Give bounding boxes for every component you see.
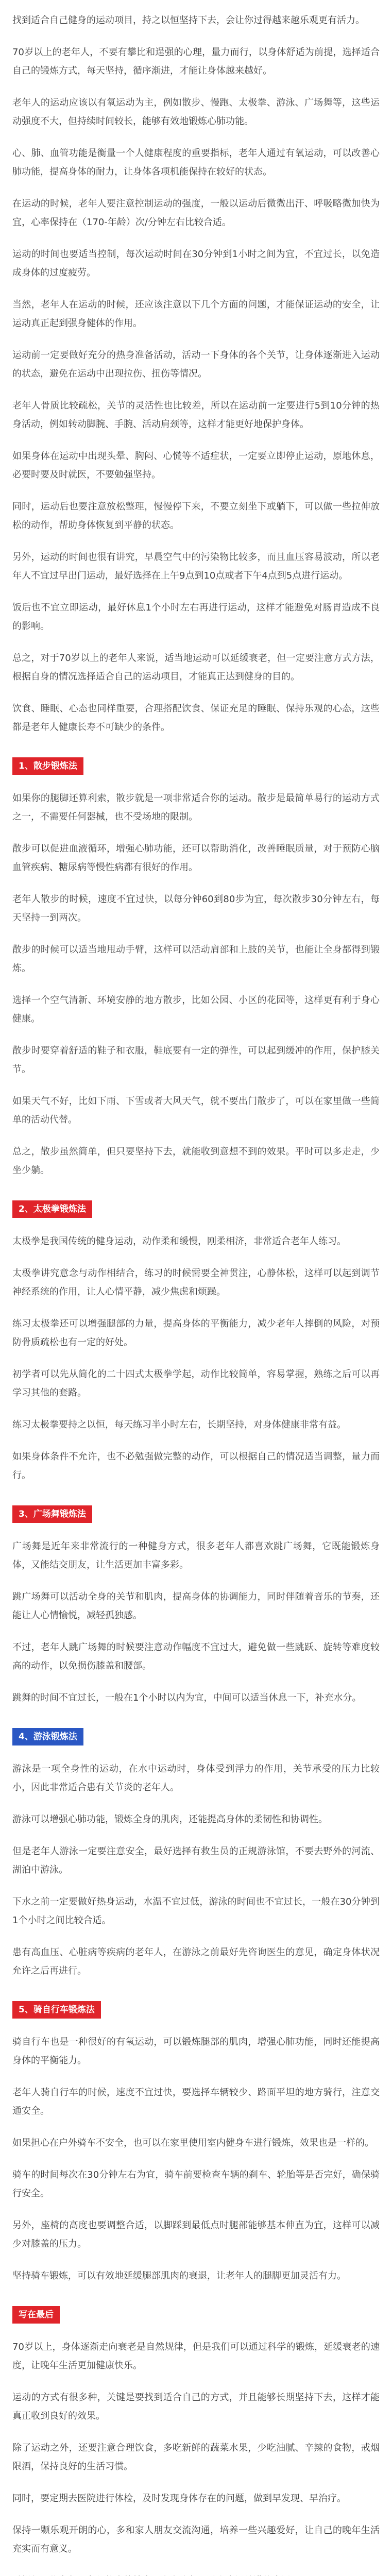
paragraph: [12, 2572, 380, 2576]
paragraph: 太极拳是我国传统的健身运动，动作柔和缓慢，刚柔相济，非常适合老年人练习。: [12, 1236, 346, 1247]
paragraph: 老年人骨质比较疏松，关节的灵活性也比较差，所以在运动前一定要进行5到10分钟的热身活动，例如转动脚腕、手腕、活动肩颈等，这样才能更好地保护身体。: [12, 400, 380, 430]
section-heading-label: 写在最后: [12, 2306, 60, 2324]
paragraph: 找到适合自己健身的运动项目，持之以恒坚持下去，会让你过得越来越乐观更有活力。: [12, 15, 365, 26]
paragraph: 饮食、睡眠、心态也同样重要，合理搭配饮食、保证充足的睡眠、保持乐观的心态，这些都是老年人健康长寿不可缺少的条件。: [12, 703, 380, 733]
paragraph: 练习太极拳要持之以恒，每天练习半小时左右，长期坚持，对身体健康非常有益。: [12, 1419, 346, 1430]
paragraph: 运动的方式有很多种，关键是要找到适合自己的方式，并且能够长期坚持下去，这样才能真正收到良好的效果。: [12, 2392, 380, 2421]
paragraph: 老年人散步的时候，速度不宜过快，以每分钟60到80步为宜，每次散步30分钟左右，每天坚持一到两次。: [12, 894, 380, 923]
paragraph: 饭后也不宜立即运动，最好休息1个小时左右再进行运动，这样才能避免对肠胃造成不良的影响。: [12, 602, 380, 632]
paragraph: 70岁以上的老年人，不要有攀比和逞强的心理，量力而行，以身体舒适为前提，选择适合自己的锻炼方式，每天坚持，循序渐进，才能让身体越来越好。: [12, 47, 380, 76]
paragraph: 运动的时间也要适当控制，每次运动时间在30分钟到1小时之间为宜，不宜过长，以免造成身体的过度疲劳。: [12, 249, 380, 278]
paragraph: 选择一个空气清新、环境安静的地方散步，比如公园、小区的花园等，这样更有利于身心健康。: [12, 995, 380, 1024]
paragraph: 太极拳讲究意念与动作相结合，练习的时候需要全神贯注，心静体松，这样可以起到调节神经系统的作用，让人心情平静，减少焦虑和烦躁。: [12, 1268, 380, 1297]
paragraph: 心、肺、血管功能是衡量一个人健康程度的重要指标，老年人通过有氧运动，可以改善心肺功能，提高身体的耐力，让身体各项机能保持在较好的状态。: [12, 148, 380, 177]
paragraph: 骑车的时间每次在30分钟左右为宜，骑车前要检查车辆的刹车、轮胎等是否完好，确保骑行安全。: [12, 2170, 380, 2199]
paragraph: 运动前一定要做好充分的热身准备活动，活动一下身体的各个关节，让身体逐渐进入运动的状态，避免在运动中出现拉伤、扭伤等情况。: [12, 350, 380, 379]
paragraph: 散步的时候可以适当地甩动手臂，这样可以活动肩部和上肢的关节，也能让全身都得到锻炼。: [12, 944, 380, 974]
paragraph: 广场舞是近年来非常流行的一种健身方式，很多老年人都喜欢跳广场舞，它既能锻炼身体，又能结交朋友，让生活更加丰富多彩。: [12, 1541, 380, 1570]
paragraph: 骑自行车也是一种很好的有氧运动，可以锻炼腿部的肌肉，增强心肺功能，同时还能提高身体的平衡能力。: [12, 2037, 380, 2066]
paragraph: 另外，座椅的高度也要调整合适，以脚踩到最低点时腿部能够基本伸直为宜，这样可以减少对膝盖的压力。: [12, 2220, 380, 2249]
paragraph: 70岁以上，身体逐渐走向衰老是自然规律，但是我们可以通过科学的锻炼，延缓衰老的速度，让晚年生活更加健康快乐。: [12, 2342, 380, 2371]
section-heading-label: 4、游泳锻炼法: [12, 1728, 83, 1745]
paragraph: 但是老年人游泳一定要注意安全，最好选择有救生员的正规游泳馆，不要去野外的河流、湖泊中游泳。: [12, 1846, 380, 1875]
paragraph: 练习太极拳还可以增强腿部的力量，提高身体的平衡能力，减少老年人摔倒的风险，对预防骨质疏松也有一定的好处。: [12, 1318, 380, 1348]
paragraph: 散步时要穿着舒适的鞋子和衣服，鞋底要有一定的弹性，可以起到缓冲的作用，保护膝关节。: [12, 1045, 380, 1075]
section-heading-label: 3、广场舞锻炼法: [12, 1505, 92, 1523]
paragraph: 初学者可以先从简化的二十四式太极拳学起，动作比较简单，容易掌握，熟练之后可以再学习其他的套路。: [12, 1369, 380, 1398]
section-heading: [12, 1200, 380, 1218]
paragraph: 除了运动之外，还要注意合理饮食，多吃新鲜的蔬菜水果，少吃油腻、辛辣的食物，戒烟限酒，保持良好的生活习惯。: [12, 2443, 380, 2472]
paragraph: 如果天气不好，比如下雨、下雪或者大风天气，就不要出门散步了，可以在家里做一些简单的活动代替。: [12, 1096, 380, 1125]
paragraph: 患有高血压、心脏病等疾病的老年人，在游泳之前最好先咨询医生的意见，确定身体状况允许之后再进行。: [12, 1947, 380, 1976]
paragraph: 老年人骑自行车的时候，速度不宜过快，要选择车辆较少、路面平坦的地方骑行，注意交通安全。: [12, 2087, 380, 2116]
paragraph: 游泳可以增强心肺功能，锻炼全身的肌肉，还能提高身体的柔韧性和协调性。: [12, 1814, 328, 1825]
paragraph: 同时，运动后也要注意放松整理，慢慢停下来，不要立刻坐下或躺下，可以做一些拉伸放松的动作，帮助身体恢复到平静的状态。: [12, 501, 380, 531]
paragraph: 坚持骑车锻炼，可以有效地延缓腿部肌肉的衰退，让老年人的腿脚更加灵活有力。: [12, 2270, 346, 2281]
paragraph: 散步可以促进血液循环，增强心肺功能，还可以帮助消化，改善睡眠质量，对于预防心脑血管疾病、糖尿病等慢性病都有很好的作用。: [12, 843, 380, 873]
section-heading: [12, 2001, 380, 2019]
section-heading: [12, 2306, 380, 2324]
paragraph: 另外，运动的时间也很有讲究，早晨空气中的污染物比较多，而且血压容易波动，所以老年人不宜过早出门运动，最好选择在上午9点到10点或者下午4点到5点进行运动。: [12, 552, 380, 581]
paragraph: 如果身体在运动中出现头晕、胸闷、心慌等不适症状，一定要立即停止运动，原地休息，必要时要及时就医，不要勉强坚持。: [12, 451, 380, 480]
paragraph: 在运动的时候，老年人要注意控制运动的强度，一般以运动后微微出汗、呼吸略微加快为宜，心率保持在（170-年龄）次/分钟左右比较合适。: [12, 198, 380, 228]
paragraph: 游泳是一项全身性的运动，在水中运动时，身体受到浮力的作用，关节承受的压力比较小，因此非常适合患有关节炎的老年人。: [12, 1764, 380, 1793]
paragraph: 如果身体条件不允许，也不必勉强做完整的动作，可以根据自己的情况适当调整，量力而行。: [12, 1451, 380, 1481]
paragraph: 如果你的腿脚还算利索，散步就是一项非常适合你的运动。散步是最简单易行的运动方式之一，不需要任何器械，也不受场地的限制。: [12, 793, 380, 822]
paragraph: 同时，要定期去医院进行体检，及时发现身体存在的问题，做到早发现、早治疗。: [12, 2493, 346, 2504]
paragraph: 老年人的运动应该以有氧运动为主，例如散步、慢跑、太极拳、游泳、广场舞等，这些运动强度不大，但持续时间较长，能够有效地锻炼心肺功能。: [12, 97, 380, 127]
paragraph: 如果担心在户外骑车不安全，也可以在家里使用室内健身车进行锻炼，效果也是一样的。: [12, 2138, 374, 2148]
paragraph: 下水之前一定要做好热身运动，水温不宜过低，游泳的时间也不宜过长，一般在30分钟到1个小时之间比较合适。: [12, 1896, 380, 1926]
section-heading: [12, 1505, 380, 1523]
paragraph: 当然，老年人在运动的时候，还应该注意以下几个方面的问题，才能保证运动的安全，让运动真正起到强身健体的作用。: [12, 299, 380, 329]
paragraph: 跳广场舞可以活动全身的关节和肌肉，提高身体的协调能力，同时伴随着音乐的节奏，还能让人心情愉悦，减轻孤独感。: [12, 1591, 380, 1621]
section-heading-label: 5、骑自行车锻炼法: [12, 2001, 101, 2019]
paragraph: 总之，对于70岁以上的老年人来说，适当地运动可以延缓衰老，但一定要注意方式方法，根据自身的情况选择适合自己的运动项目，才能真正达到健身的目的。: [12, 653, 380, 682]
section-heading-label: 2、太极拳锻炼法: [12, 1200, 92, 1218]
paragraph: 保持一颗乐观开朗的心，多和家人朋友交流沟通，培养一些兴趣爱好，让自己的晚年生活充实而有意义。: [12, 2525, 380, 2554]
paragraph: 不过，老年人跳广场舞的时候要注意动作幅度不宜过大，避免做一些跳跃、旋转等难度较高的动作，以免损伤膝盖和腰部。: [12, 1642, 380, 1671]
section-heading: [12, 757, 380, 775]
paragraph: 跳舞的时间不宜过长，一般在1个小时以内为宜，中间可以适当休息一下，补充水分。: [12, 1692, 362, 1703]
section-heading: [12, 1728, 380, 1745]
section-heading-label: 1、散步锻炼法: [12, 757, 83, 775]
paragraph: 总之，散步虽然简单，但只要坚持下去，就能收到意想不到的效果。平时可以多走走，少坐少躺。: [12, 1146, 380, 1176]
